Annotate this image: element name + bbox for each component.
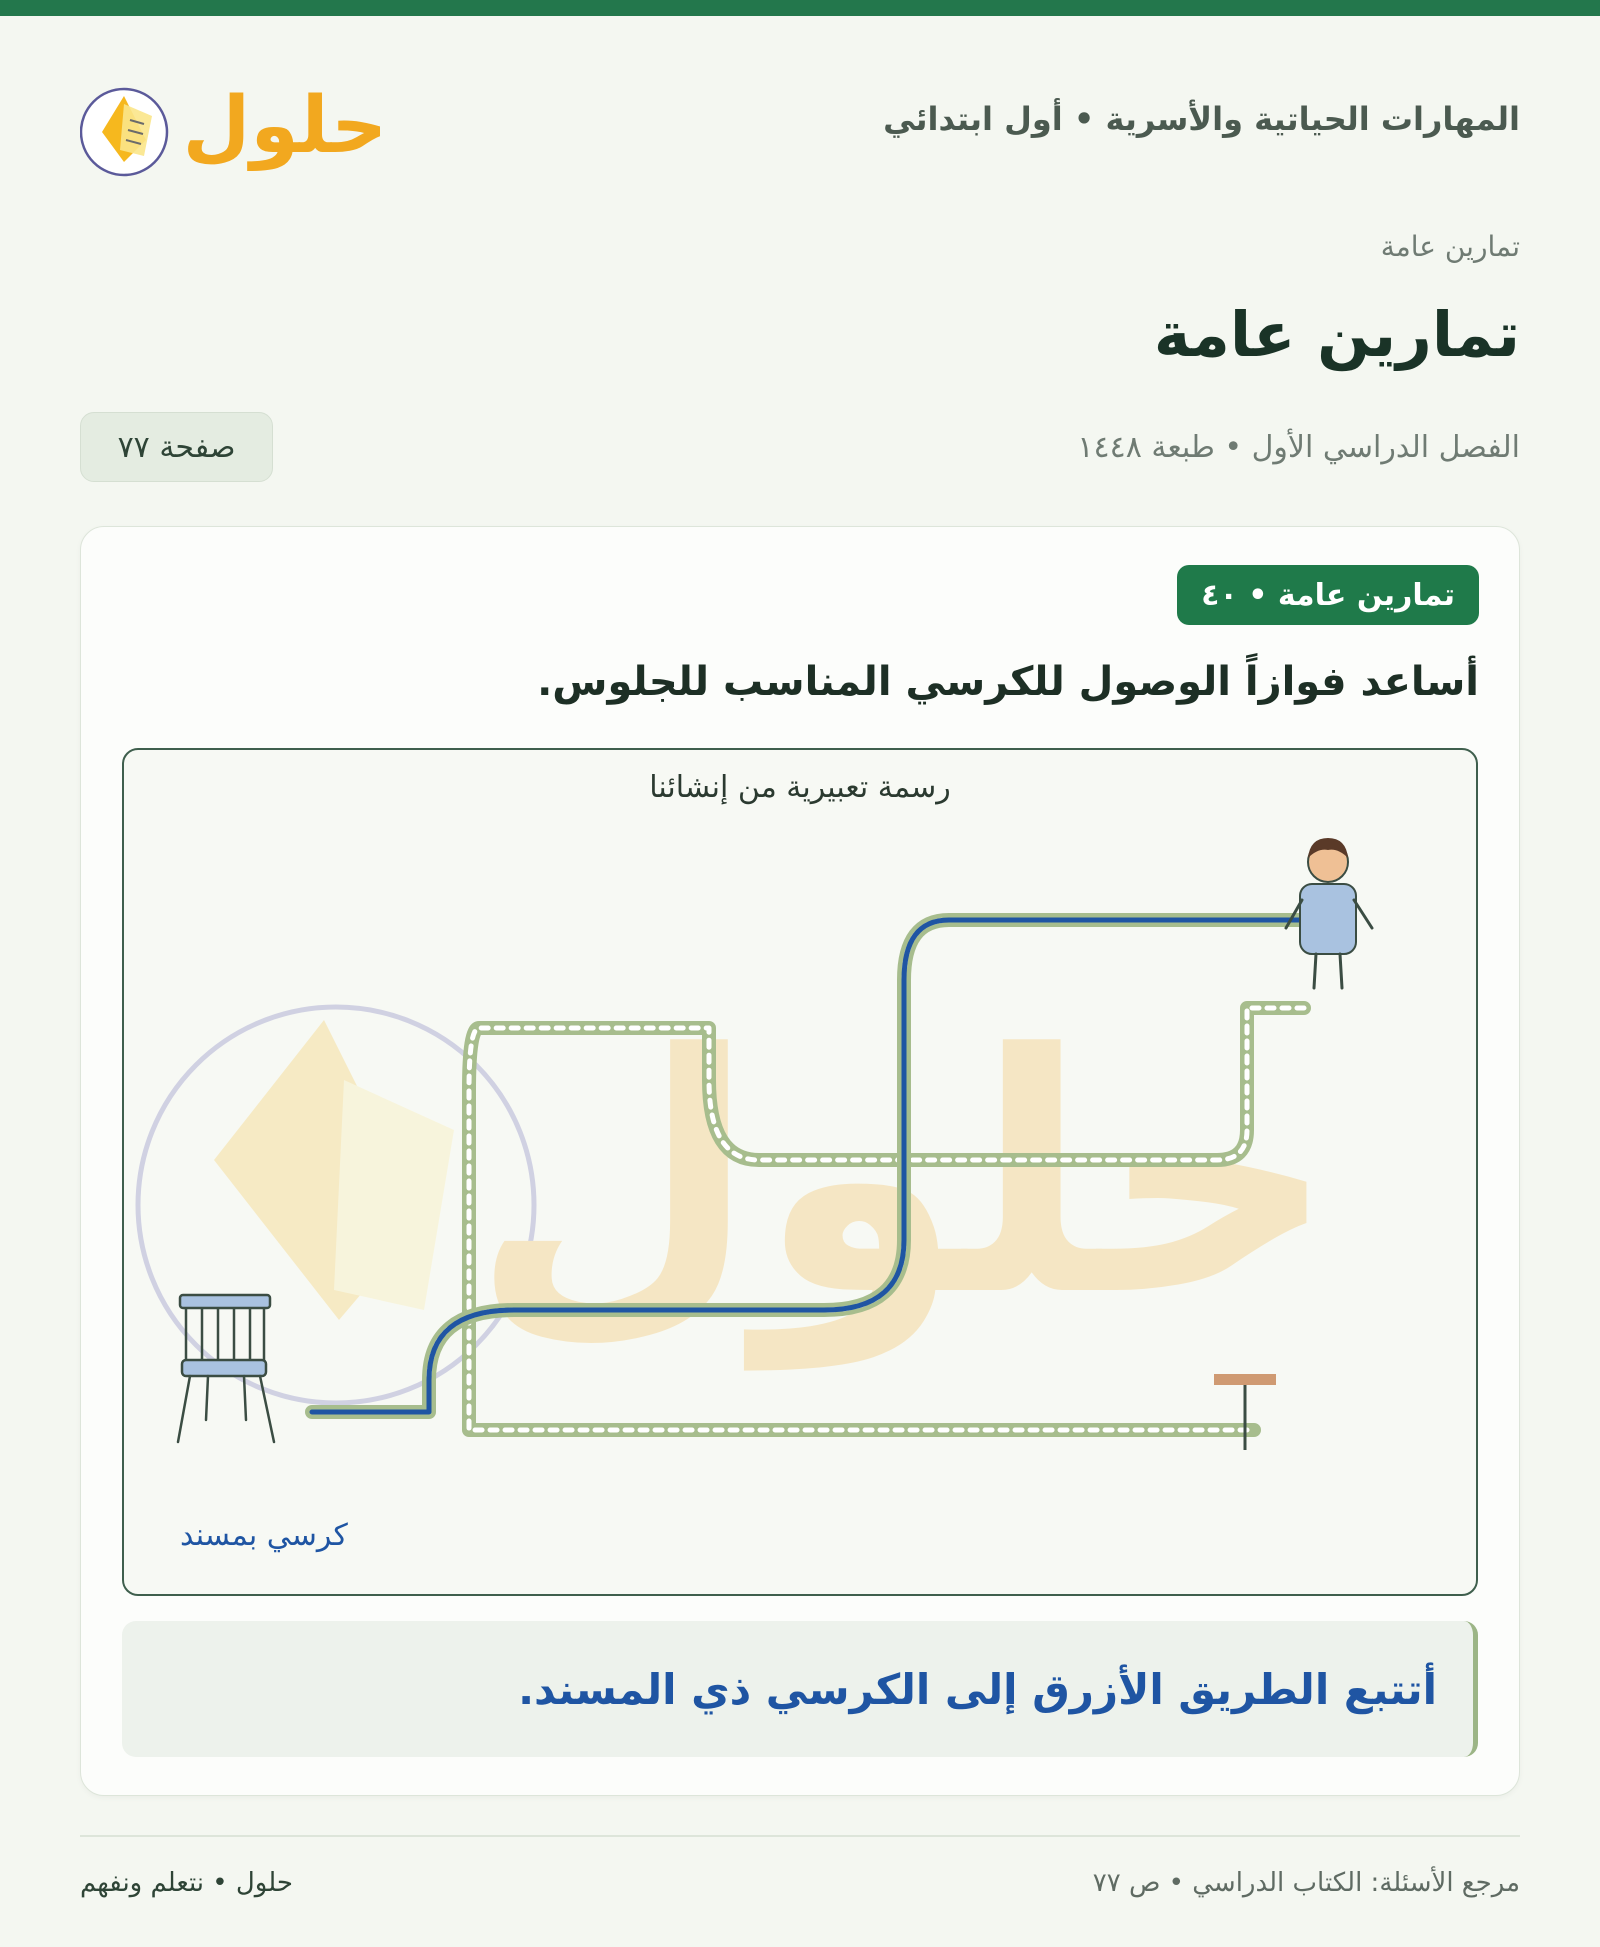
subject-title: المهارات الحياتية والأسرية • أول ابتدائي xyxy=(883,100,1520,138)
semester-meta: الفصل الدراسي الأول • طبعة ١٤٤٨ xyxy=(1077,430,1520,465)
page-title: تمارين عامة xyxy=(1153,298,1520,371)
maze-figure xyxy=(122,748,1478,1596)
watermark-logo xyxy=(138,984,1337,1403)
footer-reference: مرجع الأسئلة: الكتاب الدراسي • ص ٧٧ xyxy=(1092,1868,1520,1898)
svg-text:حلول: حلول xyxy=(471,984,1337,1368)
logo-icon[interactable] xyxy=(80,60,380,190)
page-header xyxy=(80,60,1520,190)
footer-brand[interactable]: حلول • نتعلم ونفهم xyxy=(80,1868,293,1898)
figure-caption: رسمة تعبيرية من إنشائنا xyxy=(649,770,951,805)
stool-icon xyxy=(1214,1374,1276,1450)
exercise-tag: تمارين عامة • ٤٠ xyxy=(1177,565,1479,625)
exercise-question: أساعد فوازاً الوصول للكرسي المناسب للجلوس. xyxy=(537,659,1479,705)
chair-label: كرسي بمسند xyxy=(180,1518,348,1553)
top-accent-bar xyxy=(0,0,1600,16)
footer-divider xyxy=(80,1835,1520,1837)
page-number-chip: صفحة ٧٧ xyxy=(80,412,273,482)
chair-icon xyxy=(178,1295,274,1442)
svg-text:حلول: حلول xyxy=(182,81,380,171)
answer-text: أتتبع الطريق الأزرق إلى الكرسي ذي المسند. xyxy=(518,1664,1437,1714)
exercise-card xyxy=(80,526,1520,1796)
answer-box xyxy=(122,1621,1478,1757)
breadcrumb[interactable]: تمارين عامة xyxy=(1380,230,1520,263)
